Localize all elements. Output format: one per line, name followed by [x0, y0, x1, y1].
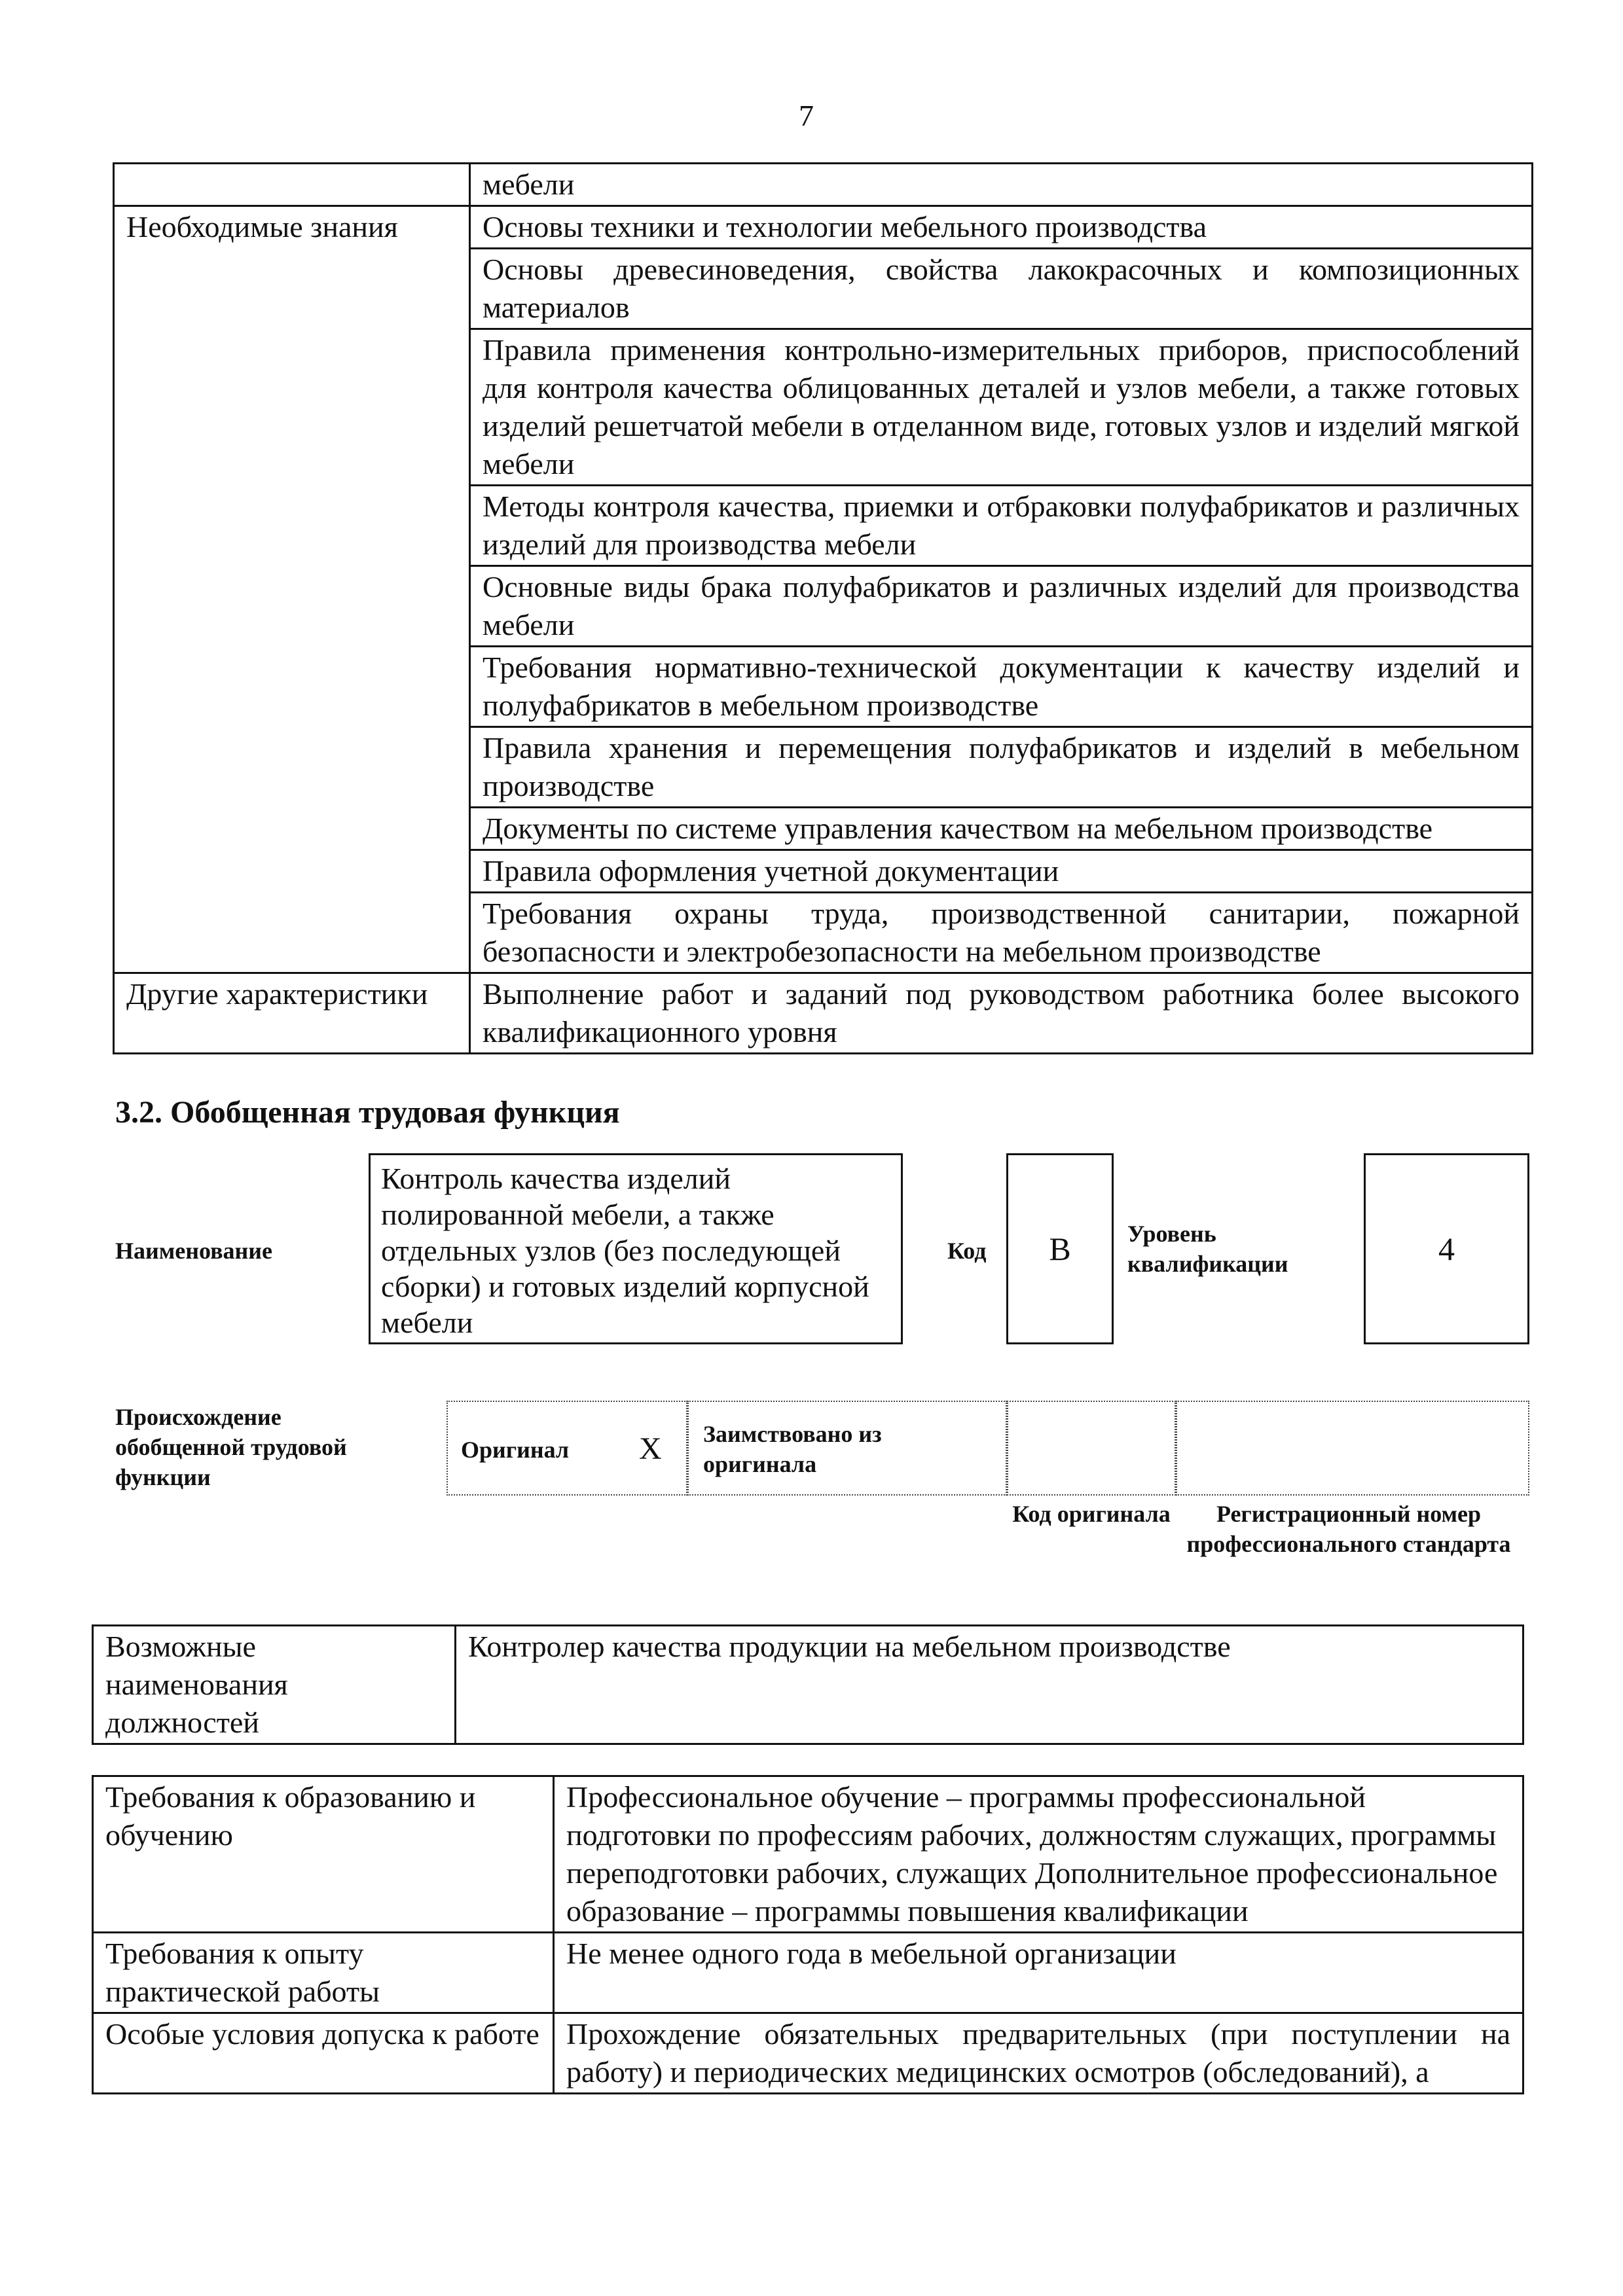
original-mark: X: [639, 1431, 662, 1466]
section-title: 3.2. Обобщенная трудовая функция: [115, 1095, 620, 1130]
level-label: Уровень квалификации: [1127, 1221, 1288, 1277]
requirement-label: Особые условия допуска к работе: [93, 2013, 554, 2094]
continuation-cell: мебели: [470, 164, 1533, 206]
code-value: В: [1006, 1153, 1114, 1344]
table-row: [114, 206, 1533, 249]
table-row: [114, 164, 1533, 206]
table-row: [93, 1626, 1523, 1744]
registration-number-caption: Регистрационный номер профессионального стандарта: [1186, 1501, 1511, 1557]
knowledge-table: [113, 162, 1533, 1054]
level-value: 4: [1364, 1153, 1529, 1344]
requirement-label: Требования к образованию и обучению: [93, 1776, 554, 1933]
name-label: Наименование: [115, 1238, 272, 1264]
original-label: Оригинал: [461, 1437, 570, 1463]
positions-value: Контролер качества продукции на мебельном производстве: [456, 1626, 1523, 1744]
knowledge-item: Документы по системе управления качеством на мебельном производстве: [470, 808, 1533, 850]
requirement-value: Не менее одного года в мебельной организации: [554, 1933, 1523, 2013]
code-label: Код: [947, 1238, 987, 1264]
requirement-value: Профессиональное обучение – программы профессиональной подготовки по профессиям рабочих, должностям служащих, программы переподготовки рабочих, служащих Дополнительное профессиональное образование – программы повышения квалификации: [554, 1776, 1523, 1933]
requirement-value: Прохождение обязательных предварительных (при поступлении на работу) и периодических медицинских осмотров (обследований), а: [554, 2013, 1523, 2094]
registration-number-cell: [1176, 1401, 1529, 1496]
name-value: Контроль качества изделий полированной мебели, а также отдельных узлов (без последующей сборки) и готовых изделий корпусной мебели: [369, 1153, 903, 1344]
table-row: [93, 1933, 1523, 2013]
borrowed-cell: [687, 1401, 1007, 1496]
table-row: [93, 1776, 1523, 1933]
other-characteristics-value: Выполнение работ и заданий под руководством работника более высокого квалификационного уровня: [470, 973, 1533, 1054]
knowledge-item: Основные виды брака полуфабрикатов и различных изделий для производства мебели: [470, 566, 1533, 647]
original-cell: [447, 1401, 687, 1496]
positions-label: Возможные наименования должностей: [93, 1626, 456, 1744]
borrowed-label: Заимствовано из оригинала: [703, 1421, 882, 1477]
knowledge-item: Правила хранения и перемещения полуфабрикатов и изделий в мебельном производстве: [470, 727, 1533, 808]
requirement-label: Требования к опыту практической работы: [93, 1933, 554, 2013]
requirements-table: [92, 1775, 1524, 2094]
original-code-caption: Код оригинала: [1012, 1501, 1171, 1527]
knowledge-item: Основы техники и технологии мебельного производства: [470, 206, 1533, 249]
table-row: [93, 2013, 1523, 2094]
page-number: 7: [799, 99, 814, 132]
other-characteristics-label: Другие характеристики: [114, 973, 470, 1054]
original-code-cell: [1007, 1401, 1176, 1496]
knowledge-item: Правила оформления учетной документации: [470, 850, 1533, 893]
knowledge-item: Правила применения контрольно-измерительных приборов, приспособлений для контроля качества облицованных деталей и узлов мебели, а также готовых изделий решетчатой мебели в отделанном виде, готовых узлов и изделий мягкой мебели: [470, 329, 1533, 486]
knowledge-label: Необходимые знания: [114, 206, 470, 973]
table-row: [114, 973, 1533, 1054]
knowledge-item: Основы древесиноведения, свойства лакокрасочных и композиционных материалов: [470, 249, 1533, 329]
knowledge-item: Методы контроля качества, приемки и отбраковки полуфабрикатов и различных изделий для производства мебели: [470, 486, 1533, 566]
origin-label: Происхождение обобщенной трудовой функции: [115, 1404, 347, 1490]
knowledge-item: Требования нормативно-технической документации к качеству изделий и полуфабрикатов в мебельном производстве: [470, 647, 1533, 727]
knowledge-item: Требования охраны труда, производственной санитарии, пожарной безопасности и электробезопасности на мебельном производстве: [470, 893, 1533, 973]
positions-table: [92, 1624, 1524, 1745]
